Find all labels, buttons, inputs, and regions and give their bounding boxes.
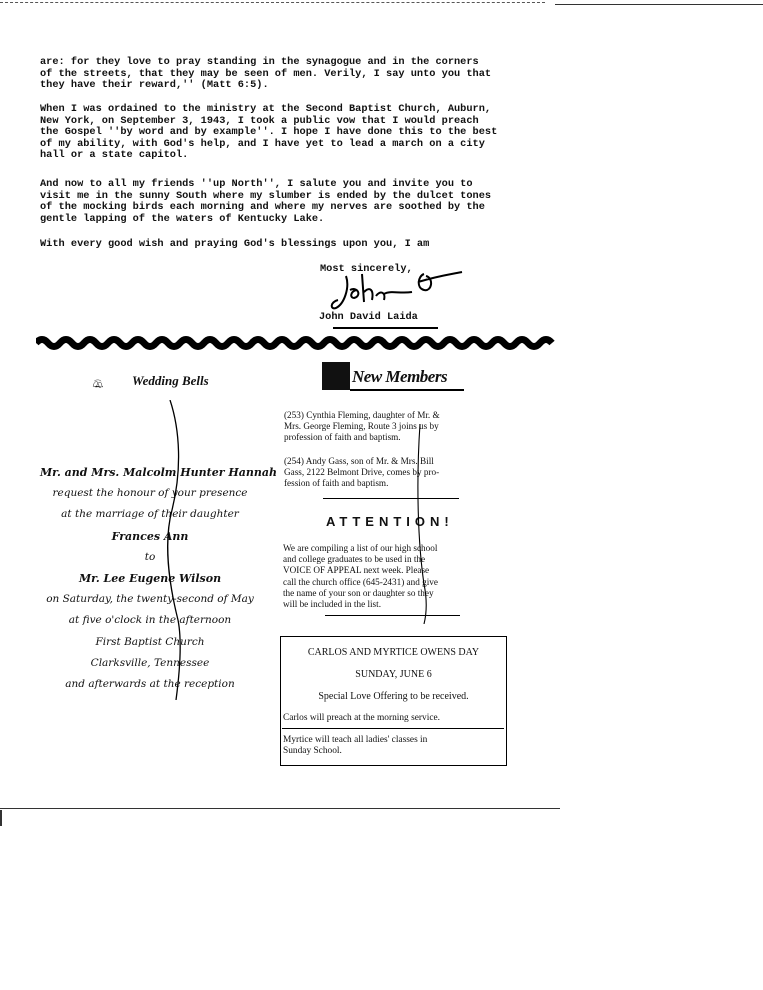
bottom-corner-mark <box>0 810 22 826</box>
invitation-line: Clarksville, Tennessee <box>90 656 210 669</box>
signer-name: John David Laida <box>319 311 418 323</box>
text-line: fession of faith and baptism. <box>284 478 389 489</box>
closing-text: Most sincerely, <box>320 263 413 275</box>
text-line: are: for they love to pray standing in the synagogue and in the corners <box>40 56 479 68</box>
divider <box>323 498 459 499</box>
text-line: hall or a state capitol. <box>40 149 189 162</box>
text-line: of the mocking birds each morning and where my nerves are soothed by the <box>40 201 485 214</box>
text-line: When I was ordained to the ministry at the Second Baptist Church, Auburn, <box>40 103 492 115</box>
wavy-divider <box>36 336 556 350</box>
ribbon-line <box>414 424 434 624</box>
owens-day-date: SUNDAY, JUNE 6 <box>355 669 432 680</box>
invitation-line: on Saturday, the twenty-second of May <box>46 593 254 606</box>
letter-paragraph-2 <box>40 104 503 162</box>
member-entry-253 <box>284 410 504 444</box>
invitation-line: Mr. and Mrs. Malcolm Hunter Hannah <box>40 466 277 479</box>
box-divider <box>282 728 504 729</box>
text-line: (254) Andy Gass, son of Mr. & Mrs. Bill <box>284 456 434 466</box>
text-line: the name of your son or daughter so they <box>283 587 434 598</box>
attention-title: ATTENTION! <box>326 514 454 529</box>
bell-ribbon-line <box>150 400 200 700</box>
text-line: With every good wish and praying God's blessings upon you, I am <box>40 238 430 250</box>
text-line: VOICE OF APPEAL next week. Please <box>283 565 430 576</box>
invitation-line: request the honour of your presence <box>52 487 248 500</box>
text-line: of the streets, that they may be seen of men. Verily, I say unto you that <box>40 67 492 80</box>
text-line: (253) Cynthia Fleming, daughter of Mr. & <box>284 410 440 420</box>
letter-paragraph-3 <box>40 179 503 225</box>
text-line: and college graduates to be used in the <box>283 554 426 565</box>
preach-note: Carlos will preach at the morning service. <box>283 713 440 723</box>
member-entry-254 <box>284 456 504 490</box>
divider <box>325 615 460 616</box>
text-line: will be included in the list. <box>283 599 381 610</box>
invitation-line: to <box>144 550 156 563</box>
heading-underline <box>350 389 464 391</box>
text-line: And now to all my friends ''up North'', I salute you and invite you to <box>40 178 473 190</box>
top-border-solid <box>555 4 763 5</box>
invitation-line: at the marriage of their daughter <box>61 508 239 521</box>
invitation-line: First Baptist Church <box>95 635 205 648</box>
new-members-heading: New Members <box>352 367 448 386</box>
bottom-border <box>0 808 560 809</box>
signature-underline <box>333 327 438 329</box>
wedding-bells-heading: Wedding Bells <box>132 373 209 388</box>
top-border-dashed <box>0 2 545 3</box>
invitation-line: Frances Ann <box>111 529 189 543</box>
owens-day-box <box>280 636 507 766</box>
text-line: of my ability, with God's help, and I have yet to lead a march on a city <box>40 137 485 150</box>
text-line: call the church office (645-2431) and give <box>283 576 438 587</box>
invitation-line: at five o'clock in the afternoon <box>68 614 232 627</box>
text-line: gentle lapping of the waters of Kentucky Lake. <box>40 212 325 225</box>
text-line: profession of faith and baptism. <box>284 432 401 443</box>
text-line: they have their reward,'' (Matt 6:5). <box>40 79 269 92</box>
text-line: We are compiling a list of our high school <box>283 543 438 553</box>
bells-icon <box>92 366 132 402</box>
owens-day-title: CARLOS AND MYRTICE OWENS DAY <box>307 647 480 658</box>
offering-note: Special Love Offering to be received. <box>318 691 469 702</box>
letter-paragraph-4 <box>40 239 503 251</box>
text-line: the Gospel ''by word and by example''. I hope I have done this to the best <box>40 126 498 139</box>
handshake-icon <box>322 362 350 390</box>
text-line: visit me in the sunny South where my slumber is ended by the dulcet tones <box>40 189 492 202</box>
teach-note-line2: Sunday School. <box>283 746 342 756</box>
text-line: Gass, 2122 Belmont Drive, comes by pro- <box>284 467 440 478</box>
signature <box>328 268 468 316</box>
letter-paragraph-1 <box>40 57 503 92</box>
text-line: Mrs. George Fleming, Route 3 joins us by <box>284 421 439 432</box>
invitation-line: and afterwards at the reception <box>65 678 235 691</box>
teach-note-line1: Myrtice will teach all ladies' classes in <box>283 735 428 745</box>
text-line: New York, on September 3, 1943, I took a public vow that I would preach <box>40 114 479 127</box>
attention-notice <box>283 543 505 610</box>
invitation-line: Mr. Lee Eugene Wilson <box>78 572 222 586</box>
